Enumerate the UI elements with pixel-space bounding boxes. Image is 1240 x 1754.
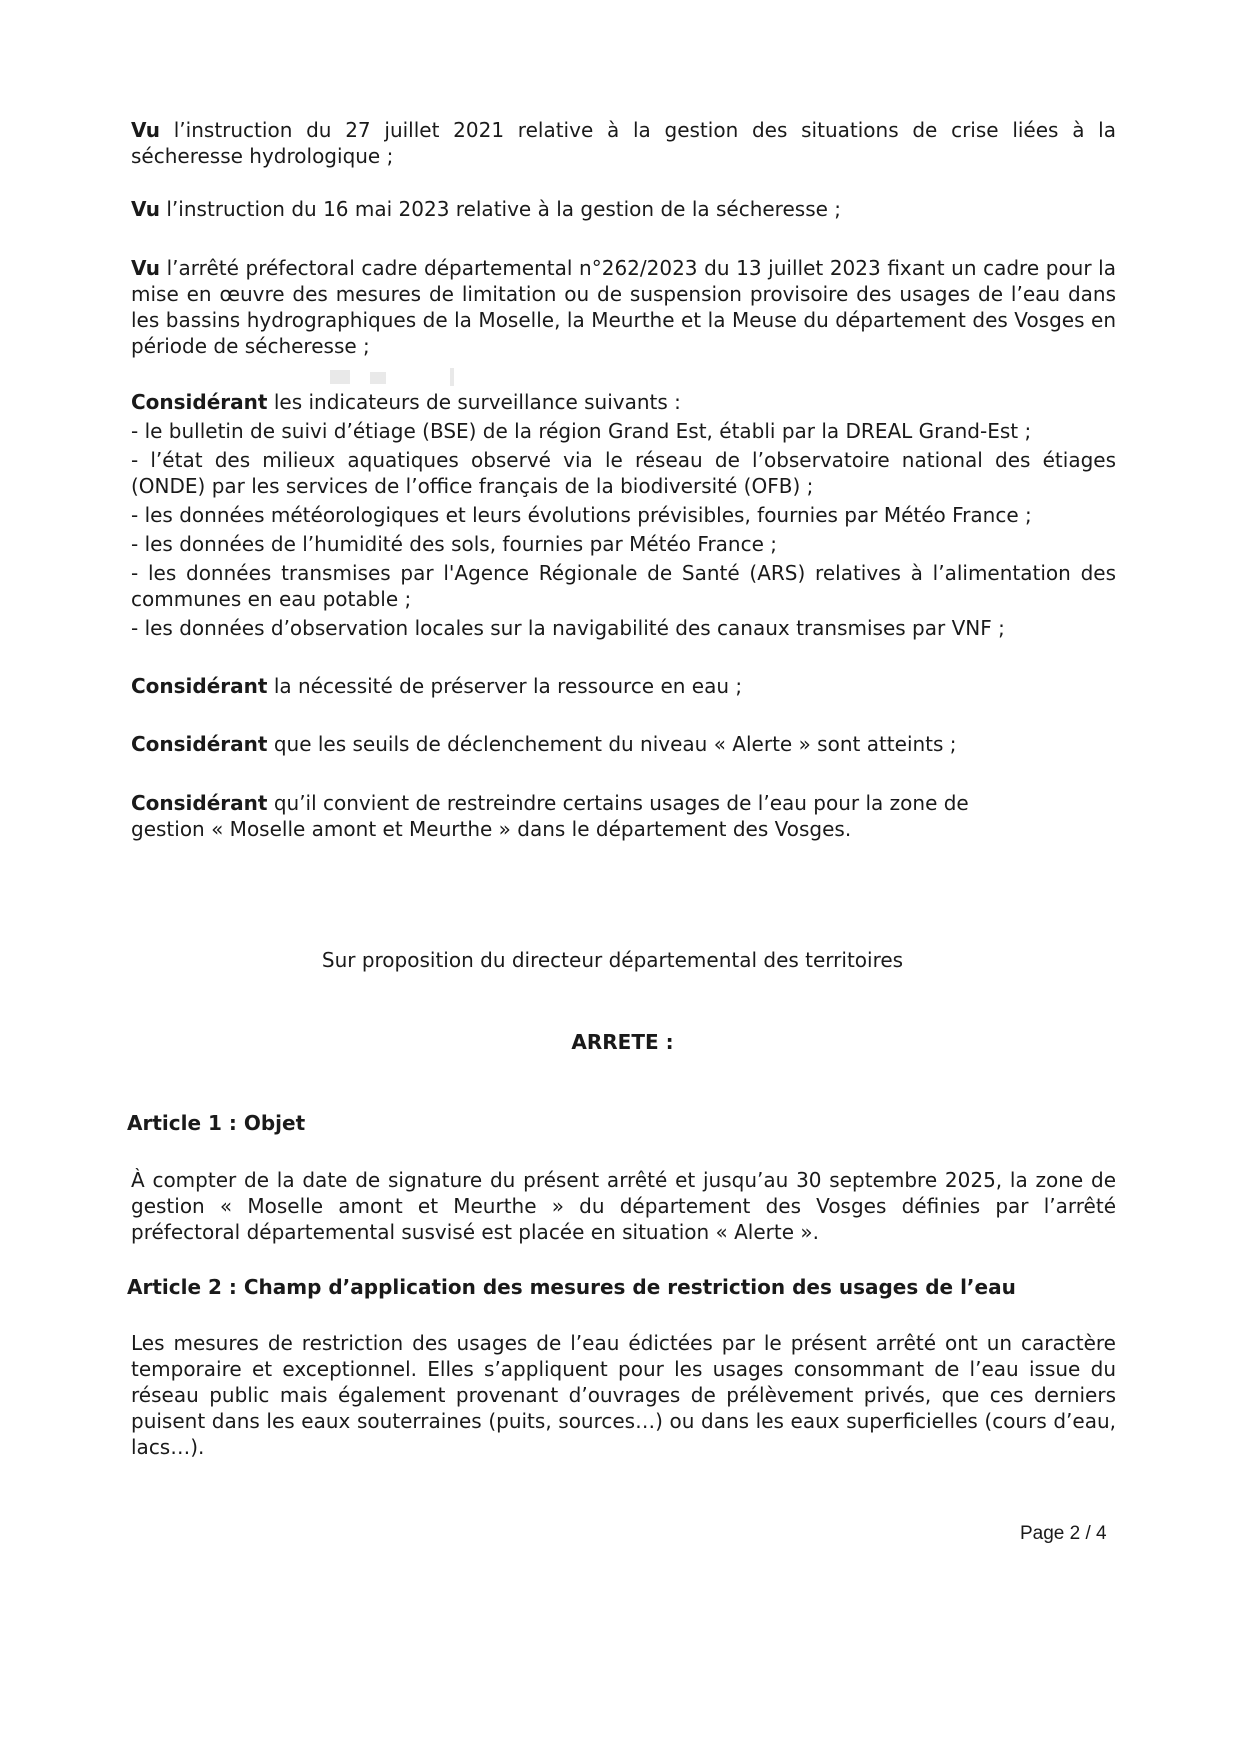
indicator-item: - les données météorologiques et leurs évolutions prévisibles, fournies par Météo France ;	[131, 503, 1032, 527]
vu-lead: Vu	[131, 118, 161, 142]
indicator-item: - les données de l’humidité des sols, fournies par Météo France ;	[131, 532, 777, 556]
vu-text: l’instruction du 16 mai 2023 relative à la gestion de la sécheresse ;	[160, 197, 842, 221]
indicator-item: - les données transmises par l'Agence Régionale de Santé (ARS) relatives à l’alimentation des communes en eau potable ;	[131, 561, 1116, 611]
considerant-text: la nécessité de préserver la ressource en eau ;	[267, 674, 743, 698]
article-2-title: Article 2 : Champ d’application des mesures de restriction des usages de l’eau	[127, 1275, 1016, 1299]
vu-paragraph-3	[131, 255, 1116, 359]
vu-text: l’arrêté préfectoral cadre départemental n°262/2023 du 13 juillet 2023 fixant un cadre pour la mise en œuvre des mesures de limitation ou de suspension provisoire des usages de l’eau dans les bassins hydrographiques de la Moselle, la Meurthe et la Meuse du département des Vosges en période de sécheresse ;	[131, 256, 1116, 358]
article-2-body: Les mesures de restriction des usages de l’eau édictées par le présent arrêté ont un caractère temporaire et exceptionnel. Elles s’appliquent pour les usages consommant de l’eau issue du réseau public mais également provenant d’ouvrages de prélèvement privés, que ces derniers puisent dans les eaux souterraines (puits, sources…) ou dans les eaux superficielles (cours d’eau, lacs…).	[131, 1331, 1116, 1459]
vu-paragraph-1	[131, 117, 1116, 169]
indicators-intro	[131, 389, 1116, 415]
indicators-block	[131, 389, 1116, 644]
vu-text: l’instruction du 27 juillet 2021 relative à la gestion des situations de crise liées à la sécheresse hydrologique ;	[131, 118, 1116, 168]
article-1-body: À compter de la date de signature du présent arrêté et jusqu’au 30 septembre 2025, la zone de gestion « Moselle amont et Meurthe » du département des Vosges définies par l’arrêté préfectoral départemental susvisé est placée en situation « Alerte ».	[131, 1168, 1116, 1244]
vu-paragraph-2	[131, 196, 1116, 222]
vu-lead: Vu	[131, 256, 161, 280]
considerant-paragraph-1	[131, 673, 1116, 699]
article-1-title: Article 1 : Objet	[127, 1111, 306, 1135]
indicator-item: - l’état des milieux aquatiques observé via le réseau de l’observatoire national des étiages (ONDE) par les services de l’office français de la biodiversité (OFB) ;	[131, 448, 1116, 498]
arrete-heading: ARRETE :	[571, 1030, 674, 1054]
indicator-item: - le bulletin de suivi d’étiage (BSE) de la région Grand Est, établi par la DREAL Grand-Est ;	[131, 419, 1032, 443]
considerant-lead: Considérant	[131, 732, 268, 756]
indicators-intro-text: les indicateurs de surveillance suivants :	[267, 390, 681, 414]
faint-stamp-mark	[330, 366, 480, 388]
considerant-lead: Considérant	[131, 674, 268, 698]
considerant-lead: Considérant	[131, 791, 268, 815]
page-number: Page 2 / 4	[1020, 1523, 1107, 1544]
considerant-text: qu’il convient de restreindre certains usages de l’eau pour la zone de gestion « Moselle amont et Meurthe » dans le département des Vosges.	[131, 791, 969, 841]
proposition-line: Sur proposition du directeur départemental des territoires	[321, 948, 904, 972]
considerant-text: que les seuils de déclenchement du niveau « Alerte » sont atteints ;	[267, 732, 957, 756]
considerant-paragraph-3	[131, 790, 1031, 842]
considerant-lead: Considérant	[131, 390, 268, 414]
indicator-item: - les données d’observation locales sur la navigabilité des canaux transmises par VNF ;	[131, 616, 1005, 640]
vu-lead: Vu	[131, 197, 161, 221]
considerant-paragraph-2	[131, 731, 1116, 757]
